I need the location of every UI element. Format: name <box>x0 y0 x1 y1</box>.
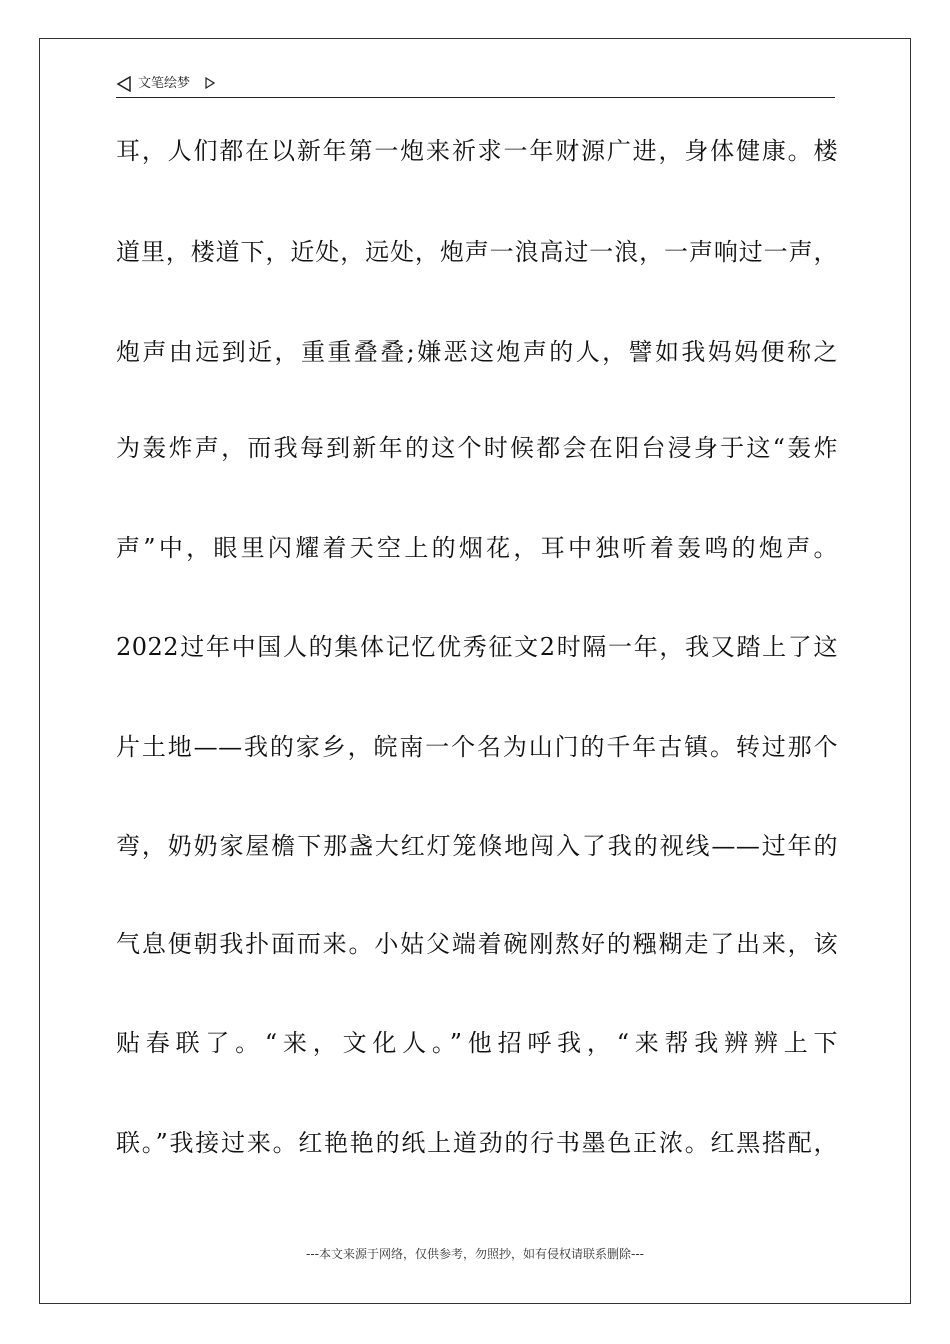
text-line: 片土地——我的家乡，皖南一个名为山门的千年古镇。转过那个 <box>116 733 838 761</box>
text-line: 弯，奶奶家屋檐下那盏大红灯笼倏地闯入了我的视线——过年的 <box>116 832 838 860</box>
text-line: 2022过年中国人的集体记忆优秀征文2时隔一年，我又踏上了这 <box>116 633 838 661</box>
footer-disclaimer: ---本文来源于网络，仅供参考，勿照抄，如有侵权请联系删除--- <box>306 1247 644 1261</box>
text-line: 耳，人们都在以新年第一炮来祈求一年财源广进，身体健康。楼 <box>116 137 838 165</box>
text-line: 联。”我接过来。红艳艳的纸上道劲的行书墨色正浓。红黑搭配， <box>116 1129 838 1157</box>
text-line: 声”中，眼里闪耀着天空上的烟花，耳中独听着轰鸣的炮声。 <box>116 534 838 562</box>
left-triangle-icon <box>116 75 132 93</box>
text-line: 贴春联了。“来，文化人。”他招呼我，“来帮我辨辨上下 <box>116 1029 838 1057</box>
text-line: 气息便朝我扑面而来。小姑父端着碗刚熬好的糨糊走了出来，该 <box>116 930 838 958</box>
page-header <box>116 72 835 98</box>
text-line: 为轰炸声，而我每到新年的这个时候都会在阳台浸身于这“轰炸 <box>116 434 838 462</box>
header-title: 文笔绘梦 <box>138 76 191 91</box>
right-triangle-icon <box>204 77 215 89</box>
text-line: 炮声由远到近，重重叠叠;嫌恶这炮声的人，譬如我妈妈便称之 <box>116 338 838 366</box>
text-line: 道里，楼道下，近处，远处，炮声一浪高过一浪，一声响过一声， <box>116 238 838 266</box>
page-border <box>39 38 911 1304</box>
